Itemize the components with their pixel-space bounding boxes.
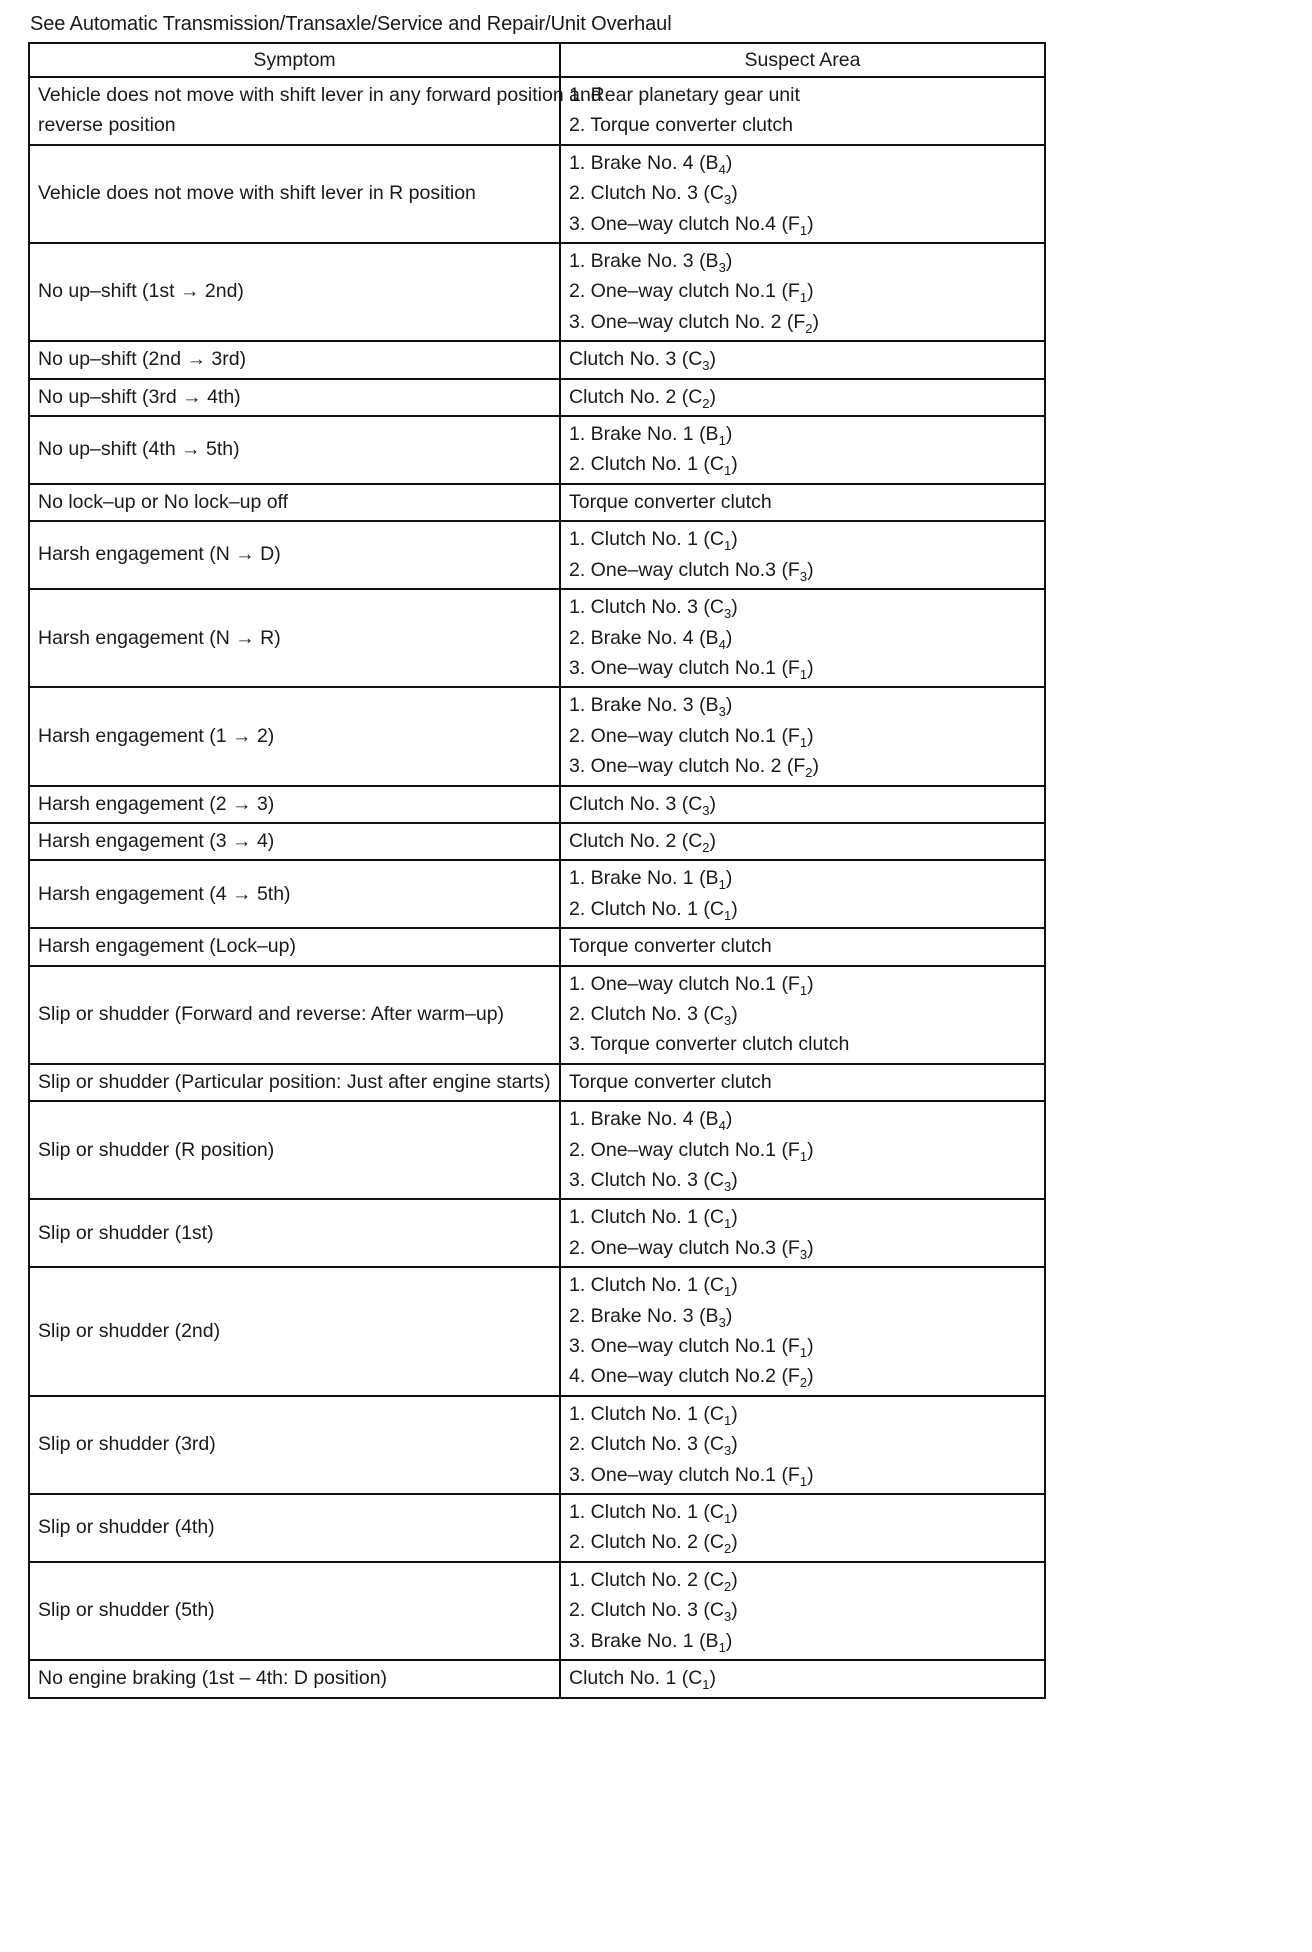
component-subscript: 3 bbox=[799, 568, 808, 584]
suspect-area-item bbox=[569, 1626, 1036, 1656]
suspect-area-item bbox=[569, 1233, 1036, 1263]
symptom-cell bbox=[29, 1494, 560, 1562]
suspect-area-item bbox=[569, 653, 1036, 683]
table-row bbox=[29, 1199, 1045, 1267]
suspect-area-text: 2. One–way clutch No.1 (F bbox=[569, 724, 800, 747]
suspect-area-cell bbox=[560, 1494, 1045, 1562]
symptom-text: Harsh engagement (4 → 5th) bbox=[38, 882, 291, 905]
table-row bbox=[29, 1660, 1045, 1697]
suspect-area-text: Torque converter clutch bbox=[569, 1070, 772, 1093]
suspect-area-cell bbox=[560, 1660, 1045, 1697]
suspect-area-cell bbox=[560, 1101, 1045, 1199]
symptom-text: Slip or shudder (1st) bbox=[38, 1221, 214, 1244]
suspect-area-item bbox=[569, 999, 1036, 1029]
suspect-area-text: ) bbox=[731, 897, 738, 920]
component-subscript: 1 bbox=[799, 666, 808, 682]
component-subscript: 3 bbox=[723, 606, 732, 622]
suspect-area-text: 1. Clutch No. 3 (C bbox=[569, 596, 724, 619]
component-subscript: 1 bbox=[723, 1216, 732, 1232]
suspect-area-item bbox=[569, 344, 1036, 374]
table-row bbox=[29, 416, 1045, 484]
component-subscript: 3 bbox=[723, 1012, 732, 1028]
suspect-area-item bbox=[569, 721, 1036, 751]
symptom-cell bbox=[29, 1101, 560, 1199]
symptom-text: No up–shift (4th → 5th) bbox=[38, 438, 240, 461]
suspect-area-text: ) bbox=[731, 1599, 738, 1622]
suspect-area-text: 3. Clutch No. 3 (C bbox=[569, 1169, 724, 1191]
table-row bbox=[29, 786, 1045, 823]
suspect-area-item bbox=[569, 555, 1036, 585]
symptom-text: reverse position bbox=[38, 114, 176, 137]
component-subscript: 3 bbox=[723, 1179, 732, 1194]
suspect-area-text: ) bbox=[731, 1274, 738, 1297]
table-row bbox=[29, 928, 1045, 965]
symptom-cell bbox=[29, 484, 560, 521]
suspect-area-cell bbox=[560, 379, 1045, 416]
symptom-text: Harsh engagement (Lock–up) bbox=[38, 935, 296, 958]
suspect-area-item bbox=[569, 1135, 1036, 1165]
suspect-area-text: 1. Clutch No. 2 (C bbox=[569, 1568, 724, 1591]
symptom-cell bbox=[29, 823, 560, 860]
component-subscript: 1 bbox=[799, 982, 808, 998]
suspect-area-cell bbox=[560, 484, 1045, 521]
symptom-text: Harsh engagement (N → D) bbox=[38, 543, 281, 566]
suspect-area-item bbox=[569, 751, 1036, 781]
suspect-area-item bbox=[569, 276, 1036, 306]
suspect-area-text: ) bbox=[731, 1002, 738, 1025]
suspect-area-text: ) bbox=[709, 1667, 717, 1690]
symptom-cell bbox=[29, 860, 560, 928]
symptom-cell bbox=[29, 1199, 560, 1267]
suspect-area-text: 3. One–way clutch No.1 (F bbox=[569, 1463, 800, 1486]
suspect-area-item bbox=[569, 826, 1036, 856]
suspect-area-item bbox=[569, 1361, 1036, 1391]
suspect-area-text: 3. Torque converter clutch clutch bbox=[569, 1033, 850, 1056]
symptom-text: Slip or shudder (R position) bbox=[38, 1138, 275, 1161]
table-row bbox=[29, 589, 1045, 687]
symptom-cell bbox=[29, 416, 560, 484]
suspect-area-text: ) bbox=[807, 972, 814, 995]
suspect-area-item bbox=[569, 487, 1036, 517]
table-row bbox=[29, 243, 1045, 341]
suspect-area-item bbox=[569, 148, 1036, 178]
suspect-area-text: ) bbox=[725, 626, 733, 649]
suspect-area-item bbox=[569, 1595, 1036, 1625]
suspect-area-cell bbox=[560, 966, 1045, 1064]
suspect-area-text: ) bbox=[807, 280, 814, 303]
suspect-area-text: 1. Brake No. 1 (B bbox=[569, 867, 719, 890]
component-subscript: 2 bbox=[799, 1375, 808, 1391]
suspect-area-item bbox=[569, 789, 1036, 819]
symptom-text: Slip or shudder (Particular position: Just after engine starts) bbox=[38, 1070, 551, 1093]
suspect-area-text: 4. One–way clutch No.2 (F bbox=[569, 1365, 800, 1388]
suspect-area-text: ) bbox=[731, 596, 738, 619]
suspect-area-text: ) bbox=[731, 1568, 738, 1591]
symptom-cell bbox=[29, 1064, 560, 1101]
suspect-area-text: 3. One–way clutch No.1 (F bbox=[569, 656, 800, 679]
table-row bbox=[29, 379, 1045, 416]
suspect-area-text: Clutch No. 3 (C bbox=[569, 348, 703, 371]
suspect-area-text: Torque converter clutch bbox=[569, 935, 772, 958]
suspect-area-item bbox=[569, 1202, 1036, 1232]
suspect-area-text: 2. Clutch No. 3 (C bbox=[569, 1599, 724, 1622]
suspect-area-item bbox=[569, 1104, 1036, 1134]
suspect-area-cell bbox=[560, 77, 1045, 145]
suspect-area-text: 2. One–way clutch No.1 (F bbox=[569, 280, 800, 303]
suspect-area-text: ) bbox=[807, 1463, 814, 1486]
suspect-area-text: 2. Clutch No. 1 (C bbox=[569, 453, 724, 476]
suspect-area-cell bbox=[560, 589, 1045, 687]
table-row bbox=[29, 687, 1045, 785]
component-subscript: 1 bbox=[718, 433, 726, 449]
table-row bbox=[29, 521, 1045, 589]
suspect-area-text: 2. Clutch No. 3 (C bbox=[569, 182, 724, 205]
suspect-area-cell bbox=[560, 1267, 1045, 1396]
table-row bbox=[29, 1494, 1045, 1562]
suspect-area-cell bbox=[560, 1199, 1045, 1267]
table-row bbox=[29, 823, 1045, 860]
suspect-area-item bbox=[569, 1460, 1036, 1490]
component-subscript: 3 bbox=[718, 704, 726, 720]
component-subscript: 2 bbox=[805, 765, 813, 781]
suspect-area-cell bbox=[560, 521, 1045, 589]
suspect-area-text: Clutch No. 2 (C bbox=[569, 385, 703, 408]
suspect-area-cell bbox=[560, 928, 1045, 965]
component-subscript: 4 bbox=[718, 1118, 726, 1134]
suspect-area-text: 3. One–way clutch No. 2 (F bbox=[569, 755, 806, 778]
suspect-area-text: 2. Clutch No. 3 (C bbox=[569, 1002, 724, 1025]
suspect-area-item bbox=[569, 623, 1036, 653]
component-subscript: 1 bbox=[723, 1284, 732, 1300]
suspect-area-cell bbox=[560, 145, 1045, 243]
component-subscript: 2 bbox=[723, 1541, 732, 1557]
suspect-area-text: ) bbox=[725, 423, 733, 446]
symptom-text: Slip or shudder (2nd) bbox=[38, 1319, 221, 1342]
symptom-cell bbox=[29, 1562, 560, 1660]
suspect-area-text: 3. One–way clutch No.1 (F bbox=[569, 1335, 800, 1358]
component-subscript: 1 bbox=[718, 877, 726, 893]
table-row bbox=[29, 1396, 1045, 1494]
suspect-area-text: ) bbox=[731, 1531, 738, 1554]
suspect-area-text: 1. Clutch No. 1 (C bbox=[569, 1206, 724, 1229]
suspect-area-cell bbox=[560, 1562, 1045, 1660]
suspect-area-text: 1. Clutch No. 1 (C bbox=[569, 1402, 724, 1425]
component-subscript: 1 bbox=[723, 1412, 732, 1428]
suspect-area-item bbox=[569, 80, 1036, 110]
suspect-area-text: 2. Clutch No. 1 (C bbox=[569, 897, 724, 920]
table-row bbox=[29, 1267, 1045, 1396]
suspect-area-item bbox=[569, 110, 1036, 140]
symptom-text: Slip or shudder (Forward and reverse: After warm–up) bbox=[38, 1002, 505, 1025]
symptom-text: Harsh engagement (1 → 2) bbox=[38, 724, 275, 747]
component-subscript: 3 bbox=[702, 358, 710, 374]
suspect-area-cell bbox=[560, 1396, 1045, 1494]
suspect-area-text: ) bbox=[731, 1402, 738, 1425]
component-subscript: 4 bbox=[718, 636, 726, 652]
component-subscript: 1 bbox=[799, 734, 808, 750]
suspect-area-item bbox=[569, 690, 1036, 720]
suspect-area-text: 1. Clutch No. 1 (C bbox=[569, 528, 724, 551]
page-caption: See Automatic Transmission/Transaxle/Service and Repair/Unit Overhaul bbox=[30, 13, 672, 35]
suspect-area-text: 1. Brake No. 3 (B bbox=[569, 694, 719, 717]
suspect-area-text: 1. Clutch No. 1 (C bbox=[569, 1274, 724, 1297]
symptom-text: No lock–up or No lock–up off bbox=[38, 490, 289, 513]
suspect-area-text: ) bbox=[709, 385, 717, 408]
suspect-area-cell bbox=[560, 786, 1045, 823]
suspect-area-text: ) bbox=[807, 1138, 814, 1161]
symptom-cell bbox=[29, 928, 560, 965]
suspect-area-item bbox=[569, 1270, 1036, 1300]
symptom-cell bbox=[29, 1267, 560, 1396]
suspect-area-item bbox=[569, 1301, 1036, 1331]
component-subscript: 3 bbox=[718, 1314, 726, 1330]
table-body bbox=[29, 77, 1045, 1698]
suspect-area-text: Clutch No. 3 (C bbox=[569, 792, 703, 815]
suspect-area-item bbox=[569, 524, 1036, 554]
component-subscript: 1 bbox=[799, 1148, 808, 1164]
column-header-suspect-area: Suspect Area bbox=[560, 43, 1045, 77]
symptom-cell bbox=[29, 145, 560, 243]
suspect-area-text: 2. Torque converter clutch bbox=[569, 114, 794, 137]
suspect-area-text: ) bbox=[725, 151, 733, 174]
suspect-area-item bbox=[569, 894, 1036, 924]
suspect-area-cell bbox=[560, 823, 1045, 860]
column-header-symptom: Symptom bbox=[29, 43, 560, 77]
symptom-cell bbox=[29, 589, 560, 687]
component-subscript: 2 bbox=[702, 395, 710, 411]
component-subscript: 3 bbox=[702, 802, 710, 818]
symptom-text: Harsh engagement (2 → 3) bbox=[38, 792, 275, 815]
suspect-area-item bbox=[569, 307, 1036, 337]
symptom-cell bbox=[29, 1396, 560, 1494]
symptom-text: Slip or shudder (3rd) bbox=[38, 1433, 216, 1456]
suspect-area-text: ) bbox=[807, 1365, 814, 1388]
suspect-area-text: 2. One–way clutch No.3 (F bbox=[569, 558, 800, 581]
symptom-text: Vehicle does not move with shift lever in R position bbox=[38, 182, 476, 205]
symptom-text: Vehicle does not move with shift lever in any forward position and bbox=[38, 84, 602, 106]
suspect-area-item bbox=[569, 246, 1036, 276]
component-subscript: 1 bbox=[799, 1473, 808, 1489]
suspect-area-text: ) bbox=[812, 755, 820, 778]
symptom-text: Harsh engagement (3 → 4) bbox=[38, 829, 275, 852]
component-subscript: 1 bbox=[723, 463, 732, 479]
suspect-area-text: ) bbox=[725, 1629, 733, 1652]
suspect-area-text: 1. Brake No. 4 (B bbox=[569, 151, 719, 174]
suspect-area-text: 1. Clutch No. 1 (C bbox=[569, 1501, 724, 1524]
suspect-area-text: ) bbox=[812, 310, 820, 333]
component-subscript: 2 bbox=[702, 839, 710, 855]
suspect-area-item bbox=[569, 1565, 1036, 1595]
table-header-row bbox=[29, 43, 1045, 77]
symptom-text: No engine braking (1st – 4th: D position) bbox=[38, 1667, 388, 1690]
symptom-cell bbox=[29, 786, 560, 823]
symptom-cell bbox=[29, 77, 602, 145]
component-subscript: 3 bbox=[723, 1443, 732, 1459]
suspect-area-text: 2. Brake No. 4 (B bbox=[569, 626, 719, 649]
symptom-cell bbox=[29, 243, 560, 341]
component-subscript: 3 bbox=[799, 1246, 808, 1262]
component-subscript: 2 bbox=[805, 320, 813, 336]
suspect-area-text: ) bbox=[807, 1236, 814, 1259]
suspect-area-text: ) bbox=[709, 348, 717, 371]
suspect-area-text: ) bbox=[807, 212, 814, 235]
suspect-area-item bbox=[569, 419, 1036, 449]
suspect-area-text: ) bbox=[807, 656, 814, 679]
symptom-cell bbox=[29, 1660, 560, 1697]
suspect-area-text: 1. Brake No. 1 (B bbox=[569, 423, 719, 446]
suspect-area-cell bbox=[560, 1064, 1045, 1101]
suspect-area-text: 2. One–way clutch No.1 (F bbox=[569, 1138, 800, 1161]
table-row bbox=[29, 1562, 1045, 1660]
suspect-area-item bbox=[569, 1165, 1036, 1195]
suspect-area-text: ) bbox=[725, 1304, 733, 1327]
suspect-area-text: 3. One–way clutch No.4 (F bbox=[569, 212, 800, 235]
table-row bbox=[29, 1064, 1045, 1101]
symptom-cell bbox=[29, 687, 560, 785]
component-subscript: 1 bbox=[723, 907, 732, 923]
symptom-cell bbox=[29, 521, 560, 589]
component-subscript: 1 bbox=[723, 538, 732, 554]
suspect-area-text: 1. Brake No. 3 (B bbox=[569, 250, 719, 273]
component-subscript: 1 bbox=[799, 222, 808, 238]
table-row bbox=[29, 145, 1045, 243]
suspect-area-text: ) bbox=[731, 1206, 738, 1229]
suspect-area-item bbox=[569, 1663, 1036, 1693]
component-subscript: 1 bbox=[718, 1639, 726, 1655]
suspect-area-text: ) bbox=[731, 528, 738, 551]
component-subscript: 1 bbox=[702, 1677, 710, 1693]
suspect-area-text: 3. One–way clutch No. 2 (F bbox=[569, 310, 806, 333]
suspect-area-text: 1. Brake No. 4 (B bbox=[569, 1108, 719, 1131]
table-row bbox=[29, 484, 1045, 521]
component-subscript: 3 bbox=[723, 1609, 732, 1625]
symptom-text: Slip or shudder (5th) bbox=[38, 1599, 215, 1622]
suspect-area-item bbox=[569, 1527, 1036, 1557]
suspect-area-item bbox=[569, 1497, 1036, 1527]
suspect-area-cell bbox=[560, 341, 1045, 378]
component-subscript: 3 bbox=[723, 192, 732, 208]
suspect-area-cell bbox=[560, 416, 1045, 484]
suspect-area-text: 2. One–way clutch No.3 (F bbox=[569, 1236, 800, 1259]
table-row bbox=[29, 1101, 1045, 1199]
symptom-text: Slip or shudder (4th) bbox=[38, 1516, 215, 1539]
suspect-area-text: ) bbox=[731, 1169, 738, 1191]
component-subscript: 1 bbox=[799, 1345, 808, 1361]
suspect-area-text: Clutch No. 1 (C bbox=[569, 1667, 703, 1690]
suspect-area-item bbox=[569, 1429, 1036, 1459]
suspect-area-item bbox=[569, 863, 1036, 893]
suspect-area-text: 2. Clutch No. 3 (C bbox=[569, 1433, 724, 1456]
component-subscript: 3 bbox=[718, 260, 726, 276]
suspect-area-text: 1. Rear planetary gear unit bbox=[569, 84, 800, 106]
suspect-area-item bbox=[569, 931, 1036, 961]
suspect-area-text: ) bbox=[731, 453, 738, 476]
suspect-area-cell bbox=[560, 860, 1045, 928]
suspect-area-item bbox=[569, 449, 1036, 479]
symptom-cell bbox=[29, 966, 560, 1064]
table-row bbox=[29, 341, 1045, 378]
suspect-area-item bbox=[569, 382, 1036, 412]
suspect-area-text: ) bbox=[807, 1335, 814, 1358]
suspect-area-text: ) bbox=[725, 1108, 733, 1131]
suspect-area-item bbox=[569, 969, 1036, 999]
suspect-area-cell bbox=[560, 687, 1045, 785]
suspect-area-item bbox=[569, 1067, 1036, 1097]
table-row bbox=[29, 966, 1045, 1064]
component-subscript: 1 bbox=[799, 290, 808, 306]
suspect-area-text: ) bbox=[731, 182, 738, 205]
suspect-area-text: ) bbox=[731, 1433, 738, 1456]
suspect-area-text: 1. One–way clutch No.1 (F bbox=[569, 972, 800, 995]
suspect-area-text: Torque converter clutch bbox=[569, 490, 772, 513]
suspect-area-text: ) bbox=[709, 829, 717, 852]
symptom-cell bbox=[29, 341, 560, 378]
suspect-area-text: ) bbox=[725, 867, 733, 890]
component-subscript: 1 bbox=[723, 1511, 732, 1527]
suspect-area-text: 3. Brake No. 1 (B bbox=[569, 1629, 719, 1652]
suspect-area-item bbox=[569, 178, 1036, 208]
symptom-text: No up–shift (1st → 2nd) bbox=[38, 280, 244, 303]
symptom-cell bbox=[29, 379, 560, 416]
component-subscript: 4 bbox=[718, 161, 726, 177]
suspect-area-text: 2. Brake No. 3 (B bbox=[569, 1304, 719, 1327]
suspect-area-text: ) bbox=[725, 250, 733, 273]
suspect-area-text: ) bbox=[725, 694, 733, 717]
table-row bbox=[29, 77, 1045, 145]
suspect-area-text: 2. Clutch No. 2 (C bbox=[569, 1531, 724, 1554]
suspect-area-item bbox=[569, 1331, 1036, 1361]
suspect-area-cell bbox=[560, 243, 1045, 341]
suspect-area-text: ) bbox=[709, 792, 717, 815]
component-subscript: 2 bbox=[723, 1578, 732, 1594]
suspect-area-item bbox=[569, 209, 1036, 239]
suspect-area-item bbox=[569, 1399, 1036, 1429]
symptom-text: No up–shift (3rd → 4th) bbox=[38, 385, 241, 408]
suspect-area-item bbox=[569, 592, 1036, 622]
suspect-area-item bbox=[569, 1029, 1036, 1059]
symptom-text: No up–shift (2nd → 3rd) bbox=[38, 348, 247, 371]
table-row bbox=[29, 860, 1045, 928]
suspect-area-text: ) bbox=[807, 558, 814, 581]
troubleshooting-table bbox=[28, 42, 1046, 1699]
symptom-text: Harsh engagement (N → R) bbox=[38, 626, 281, 649]
suspect-area-text: ) bbox=[731, 1501, 738, 1524]
suspect-area-text: Clutch No. 2 (C bbox=[569, 829, 703, 852]
suspect-area-text: ) bbox=[807, 724, 814, 747]
